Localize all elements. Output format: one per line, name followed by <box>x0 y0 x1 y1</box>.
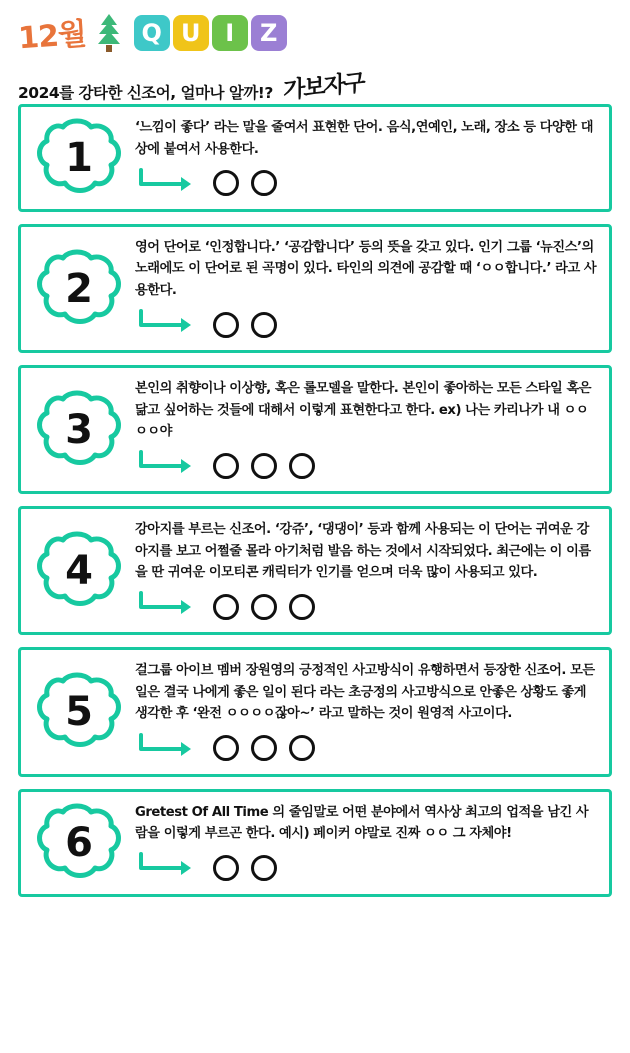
arrow-right-icon <box>137 733 203 764</box>
quiz-number: 4 <box>65 547 93 594</box>
quiz-letter-q: Q <box>134 15 170 51</box>
answer-blank-circle[interactable] <box>251 453 277 479</box>
answer-blank-circle[interactable] <box>251 855 277 881</box>
cloud-icon <box>33 117 125 199</box>
quiz-body <box>131 802 599 884</box>
answer-blank-circle[interactable] <box>213 312 239 338</box>
quiz-card <box>18 224 612 353</box>
answer-blank-circle[interactable] <box>251 312 277 338</box>
quiz-number-cloud <box>27 660 131 763</box>
quiz-body <box>131 237 599 340</box>
page-title: 2024를 강타한 신조어, 얼마나 알까!? <box>18 84 273 102</box>
answer-blank-circle[interactable] <box>213 453 239 479</box>
quiz-text: 본인의 취향이나 이상향, 혹은 롤모델을 말한다. 본인이 좋아하는 모든 스타일 혹은 닮고 싶어하는 것들에 대해서 이렇게 표현한다고 한다. ex) 나는 카리나가 내 ㅇㅇㅇㅇ야 <box>135 381 592 439</box>
arrow-right-icon <box>137 309 203 340</box>
cloud-icon <box>33 248 125 330</box>
cloud-icon <box>33 389 125 471</box>
cloud-icon <box>33 802 125 884</box>
answer-blanks[interactable] <box>213 735 315 761</box>
handwritten-note: 가보자구 <box>283 69 364 105</box>
answer-blank-circle[interactable] <box>289 453 315 479</box>
quiz-number-cloud <box>27 117 131 199</box>
answer-blank-circle[interactable] <box>289 735 315 761</box>
quiz-number-cloud <box>27 519 131 622</box>
quiz-card <box>18 789 612 897</box>
page-header <box>0 0 630 104</box>
subtitle-row <box>18 68 630 103</box>
answer-blanks[interactable] <box>213 312 277 338</box>
quiz-body <box>131 378 599 481</box>
quiz-card <box>18 104 612 212</box>
quiz-body <box>131 519 599 622</box>
quiz-number-cloud <box>27 378 131 481</box>
answer-blank-circle[interactable] <box>251 594 277 620</box>
month-label: 12월 <box>17 16 88 57</box>
quiz-number-cloud <box>27 237 131 340</box>
arrow-right-icon <box>137 591 203 622</box>
arrow-right-icon <box>137 168 203 199</box>
answer-row <box>135 733 599 764</box>
quiz-text: Gretest Of All Time 의 줄임말로 어떤 분야에서 역사상 최고의 업적을 남긴 사람을 이렇게 부르곤 한다. 예시) 페이커 야말로 진짜 ㅇㅇ 그 자체야! <box>135 804 589 841</box>
cloud-icon <box>33 671 125 753</box>
logo-row <box>18 8 630 58</box>
answer-blank-circle[interactable] <box>213 170 239 196</box>
answer-row <box>135 852 599 883</box>
answer-row <box>135 309 599 340</box>
answer-row <box>135 450 599 481</box>
arrow-right-icon <box>137 852 203 883</box>
answer-blanks[interactable] <box>213 453 315 479</box>
quiz-number: 5 <box>65 688 93 735</box>
quiz-list <box>0 104 630 897</box>
quiz-wordmark <box>134 15 287 51</box>
quiz-text: 영어 단어로 ‘인정합니다.’ ‘공감합니다’ 등의 뜻을 갖고 있다. 인기 그룹 ‘뉴진스’의 노래에도 이 단어로 된 곡명이 있다. 타인의 의견에 공감할 때 ‘ㅇㅇ합니다.’ 라고 사용한다. <box>135 240 597 298</box>
christmas-tree-icon <box>92 14 126 52</box>
answer-blank-circle[interactable] <box>251 170 277 196</box>
answer-blanks[interactable] <box>213 170 277 196</box>
quiz-card <box>18 365 612 494</box>
answer-row <box>135 591 599 622</box>
quiz-number: 6 <box>65 819 93 866</box>
quiz-body <box>131 117 599 199</box>
answer-blanks[interactable] <box>213 594 315 620</box>
quiz-text: ‘느낌이 좋다’ 라는 말을 줄여서 표현한 단어. 음식,연예인, 노래, 장소 등 다양한 대상에 붙여서 사용한다. <box>135 120 594 157</box>
quiz-text: 걸그룹 아이브 멤버 장원영의 긍정적인 사고방식이 유행하면서 등장한 신조어. 모든 일은 결국 나에게 좋은 일이 된다 라는 초긍정의 사고방식으로 안좋은 상황도 좋게 생각한 후 ‘완전 ㅇㅇㅇㅇ잖아~’ 라고 말하는 것이 원영적 사고이다. <box>135 663 595 722</box>
answer-blank-circle[interactable] <box>213 594 239 620</box>
answer-row <box>135 168 599 199</box>
quiz-body <box>131 660 599 763</box>
quiz-card <box>18 506 612 635</box>
answer-blank-circle[interactable] <box>213 855 239 881</box>
answer-blank-circle[interactable] <box>289 594 315 620</box>
quiz-letter-u: U <box>173 15 209 51</box>
quiz-number: 2 <box>65 265 93 312</box>
quiz-letter-z: Z <box>251 15 287 51</box>
answer-blank-circle[interactable] <box>213 735 239 761</box>
arrow-right-icon <box>137 450 203 481</box>
quiz-text: 강아지를 부르는 신조어. ‘강쥬’, ‘댕댕이’ 등과 함께 사용되는 이 단어는 귀여운 강아지를 보고 어쩔줄 몰라 아기처럼 발음 하는 것에서 시작되었다. 최근에는 이 이름을 딴 귀여운 이모티콘 캐릭터가 인기를 얻으며 더욱 많이 사용되고 있다. <box>135 522 591 580</box>
quiz-letter-i: I <box>212 15 248 51</box>
quiz-number: 1 <box>65 135 93 181</box>
quiz-number-cloud <box>27 802 131 884</box>
quiz-number: 3 <box>65 406 93 453</box>
cloud-icon <box>33 530 125 612</box>
answer-blanks[interactable] <box>213 855 277 881</box>
quiz-card <box>18 647 612 776</box>
answer-blank-circle[interactable] <box>251 735 277 761</box>
